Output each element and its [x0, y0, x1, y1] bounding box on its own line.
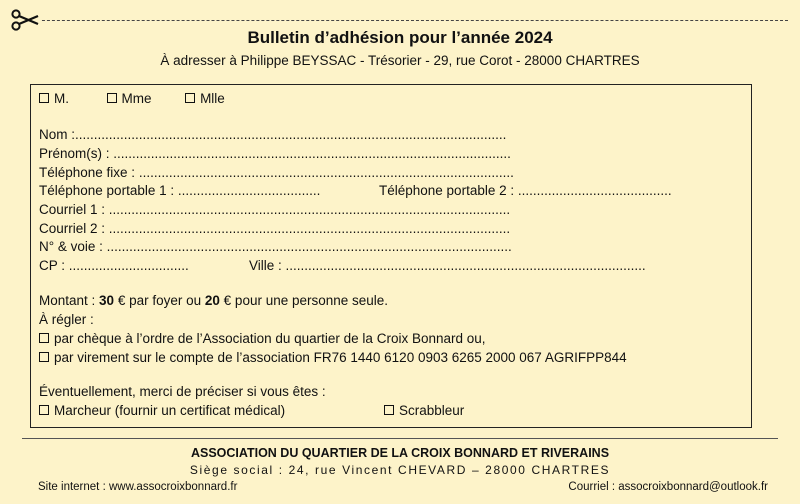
field-tel-portable-1[interactable]: Téléphone portable 1 : ......................................	[39, 183, 321, 198]
membership-form	[30, 84, 752, 428]
checkbox-icon[interactable]	[39, 352, 49, 362]
amount-single: 20	[204, 293, 220, 308]
montant-label: Montant :	[39, 293, 100, 308]
option-scrabbleur-label: Scrabbleur	[399, 403, 465, 418]
field-prenom[interactable]: Prénom(s) : ..........................................................................................................	[39, 146, 511, 161]
civility-label: Mme	[121, 91, 152, 106]
cut-line	[22, 20, 788, 21]
payment-option-cheque[interactable]	[39, 331, 486, 347]
field-tel-fixe[interactable]: Téléphone fixe : ....................................................................................................	[39, 165, 514, 180]
extra-question: Éventuellement, merci de préciser si vous êtes :	[39, 384, 326, 399]
field-voie[interactable]: N° & voie : ............................................................................................................	[39, 239, 512, 254]
checkbox-icon[interactable]	[39, 93, 49, 103]
option-marcheur-label: Marcheur (fournir un certificat médical)	[54, 403, 286, 418]
checkbox-icon[interactable]	[107, 93, 117, 103]
field-tel-portable-2[interactable]: Téléphone portable 2 : .........................................	[379, 183, 672, 198]
siege-social: Siège social : 24, rue Vincent CHEVARD – 28000 CHARTRES	[189, 463, 611, 477]
montant-line	[39, 293, 388, 309]
civility-option-m[interactable]	[39, 91, 69, 106]
association-name: ASSOCIATION DU QUARTIER DE LA CROIX BONNARD ET RIVERAINS	[190, 446, 610, 460]
checkbox-icon[interactable]	[185, 93, 195, 103]
field-cp[interactable]: CP : ................................	[39, 258, 189, 273]
payment-option-label: par chèque à l’ordre de l’Association du quartier de la Croix Bonnard ou,	[54, 331, 486, 346]
amount-single-suffix: € pour une personne seule.	[219, 293, 389, 308]
option-marcheur[interactable]	[39, 403, 285, 419]
form-title: Bulletin d’adhésion pour l’année 2024	[247, 28, 553, 47]
field-courriel-1[interactable]: Courriel 1 : ...........................................................................................................	[39, 202, 511, 217]
civility-option-mlle[interactable]	[185, 91, 225, 106]
amount-foyer: 30	[99, 293, 115, 308]
option-scrabbleur[interactable]	[384, 403, 464, 419]
email-link[interactable]: Courriel : assocroixbonnard@outlook.fr	[568, 481, 768, 493]
field-courriel-2[interactable]: Courriel 2 : ...........................................................................................................	[39, 221, 511, 236]
website-link[interactable]: Site internet : www.assocroixbonnard.fr	[38, 481, 238, 493]
civility-label: M.	[54, 91, 69, 106]
amount-foyer-suffix: € par foyer ou	[114, 293, 205, 308]
checkbox-icon[interactable]	[39, 405, 49, 415]
civility-row	[39, 91, 225, 107]
payment-option-label: par virement sur le compte de l’association FR76 1440 6120 0903 6265 2000 067 AGRIFPP844	[54, 350, 627, 365]
checkbox-icon[interactable]	[384, 405, 394, 415]
checkbox-icon[interactable]	[39, 333, 49, 343]
civility-option-mme[interactable]	[107, 91, 152, 106]
a-regler-label: À régler :	[39, 312, 94, 327]
footer-divider	[22, 438, 778, 439]
field-ville[interactable]: Ville : ................................................................................................	[249, 258, 646, 273]
field-nom[interactable]: Nom :...................................................................................................................	[39, 127, 507, 142]
civility-label: Mlle	[200, 91, 225, 106]
form-subtitle: À adresser à Philippe BEYSSAC - Trésorier - 29, rue Corot - 28000 CHARTRES	[160, 53, 640, 68]
payment-option-virement[interactable]	[39, 350, 627, 366]
